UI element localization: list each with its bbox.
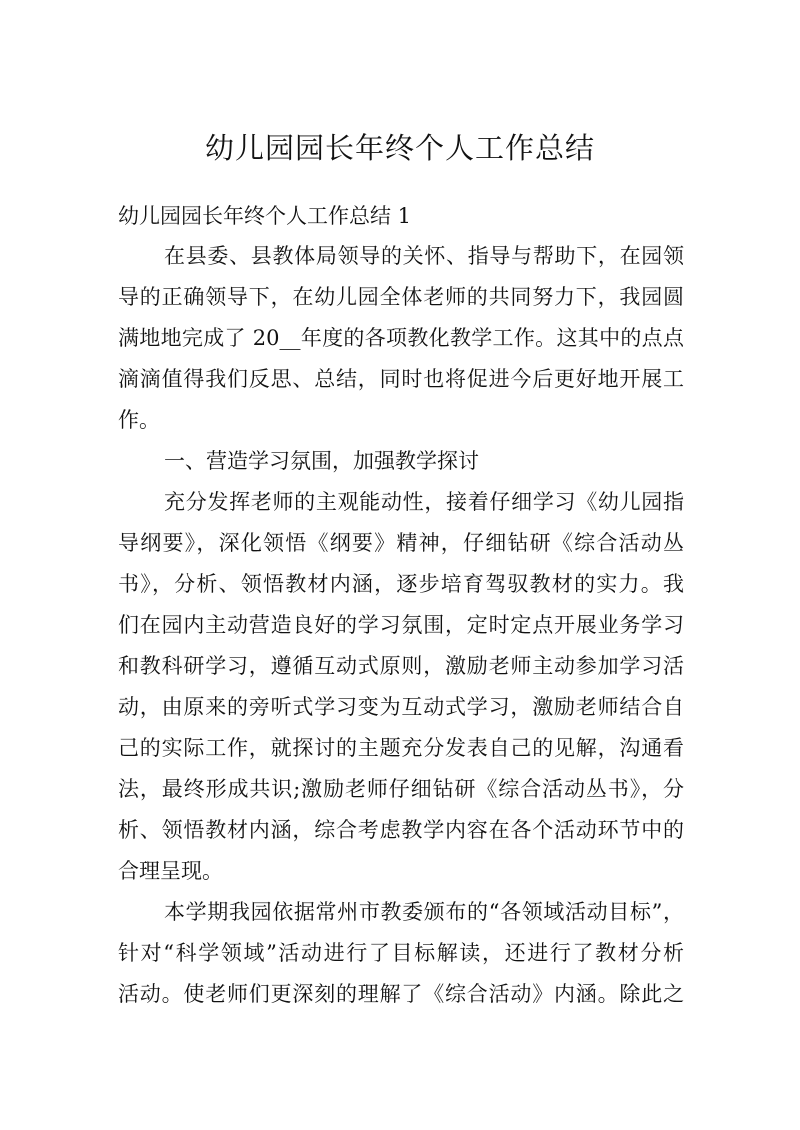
text-line: 书》，分析、领悟教材内涵，逐步培育驾驭教材的实力。我 bbox=[118, 572, 684, 596]
text-line: 动，由原来的旁听式学习变为互动式学习，激励老师结合自 bbox=[118, 695, 684, 719]
document-body bbox=[118, 196, 684, 1015]
text-line: 导纲要》，深化领悟《纲要》精神，仔细钻研《综合活动丛 bbox=[118, 531, 684, 555]
section-subtitle: 幼儿园园长年终个人工作总结 1 bbox=[118, 204, 412, 228]
text-line: 法，最终形成共识;激励老师仔细钻研《综合活动丛书》，分 bbox=[118, 777, 684, 801]
text-line: 导的正确领导下，在幼儿园全体老师的共同努力下，我园圆 bbox=[118, 285, 684, 309]
paragraph-intro bbox=[118, 236, 684, 441]
text-line: 己的实际工作，就探讨的主题充分发表自己的见解，沟通看 bbox=[118, 736, 684, 760]
text-line: 针对“科学领域”活动进行了目标解读，还进行了教材分析 bbox=[118, 941, 684, 965]
text-line: 和教科研学习，遵循互动式原则，激励老师主动参加学习活 bbox=[118, 654, 684, 678]
section-heading: 一、营造学习氛围，加强教学探讨 bbox=[164, 449, 479, 473]
text-line: 活动。使老师们更深刻的理解了《综合活动》内涵。除此之 bbox=[118, 982, 684, 1006]
text-line: 本学期我园依据常州市教委颁布的“各领域活动目标”， bbox=[164, 900, 684, 924]
text-line: 充分发挥老师的主观能动性，接着仔细学习《幼儿园指 bbox=[164, 490, 684, 514]
text-line: 滴滴值得我们反思、总结，同时也将促进今后更好地开展工 bbox=[118, 367, 684, 391]
text-line: 们在园内主动营造良好的学习氛围，定时定点开展业务学习 bbox=[118, 613, 684, 637]
text-line: 合理呈现。 bbox=[118, 859, 223, 883]
paragraph-learning bbox=[118, 482, 684, 892]
text-line: 作。 bbox=[118, 408, 160, 432]
text-line: 析、领悟教材内涵，综合考虑教学内容在各个活动环节中的 bbox=[118, 818, 684, 842]
text-line: 满地地完成了 20__年度的各项教化教学工作。这其中的点点 bbox=[118, 326, 684, 350]
text-line: 在县委、县教体局领导的关怀、指导与帮助下，在园领 bbox=[164, 244, 684, 268]
document-title: 幼儿园园长年终个人工作总结 bbox=[204, 131, 595, 165]
paragraph-semester bbox=[118, 892, 684, 1015]
